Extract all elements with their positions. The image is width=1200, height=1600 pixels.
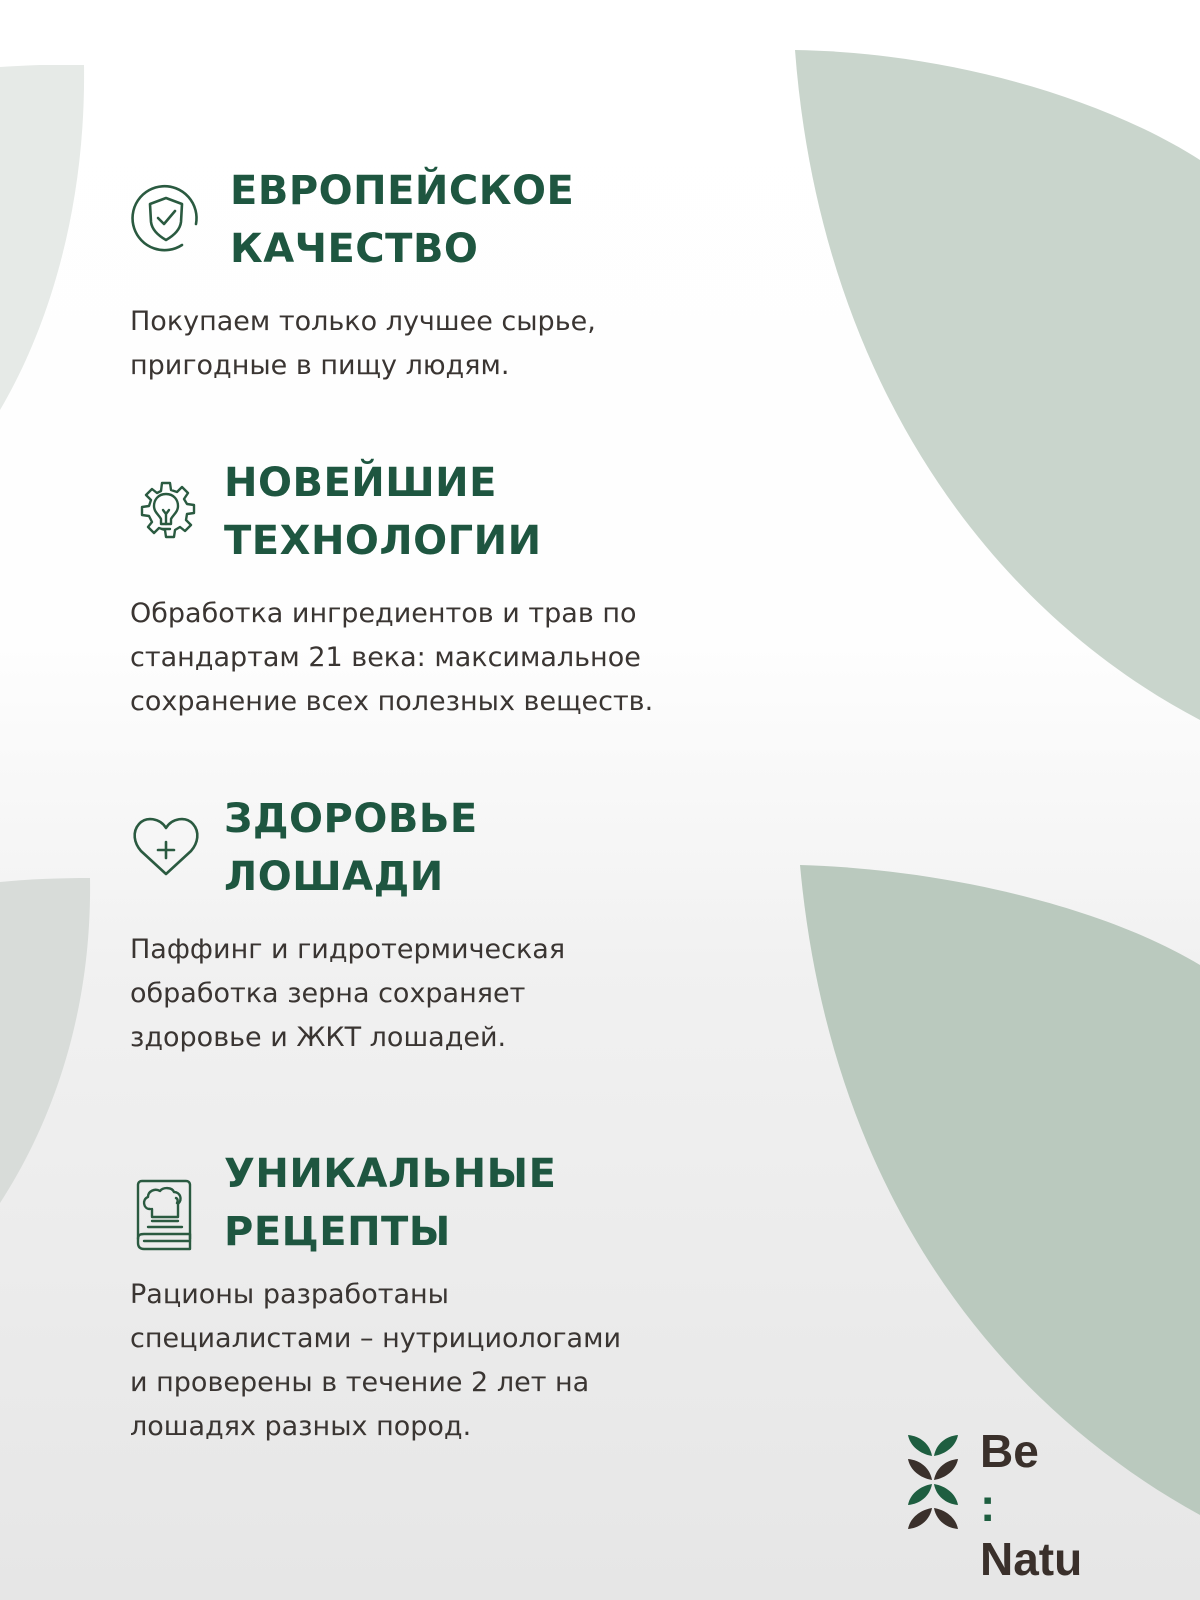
- feature-description: Рационы разработаны специалистами – нутрициологами и проверены в течение 2 лет на лошадях разных пород.: [130, 1279, 621, 1442]
- bg-leaf-top-left: [0, 65, 90, 415]
- heart-plus-icon: [130, 810, 202, 882]
- feature-heading: ЗДОРОВЬЕ ЛОШАДИ: [224, 796, 478, 900]
- leaf-sprout-icon: [908, 1432, 958, 1532]
- feature-heading: НОВЕЙШИЕ ТЕХНОЛОГИИ: [224, 460, 542, 564]
- feature-heading: ЕВРОПЕЙСКОЕ КАЧЕСТВО: [230, 168, 575, 272]
- feature-description: Покупаем только лучшее сырье, пригодные в пищу людям.: [130, 306, 596, 381]
- chef-hat-book-icon: [130, 1179, 194, 1251]
- feature-description: Паффинг и гидротермическая обработка зерна сохраняет здоровье и ЖКТ лошадей.: [130, 934, 566, 1053]
- brand-wordmark: Be : Natu: [980, 1425, 1083, 1585]
- feature-heading: УНИКАЛЬНЫЕ РЕЦЕПТЫ: [224, 1151, 557, 1255]
- gear-lightbulb-icon: [130, 474, 202, 546]
- bg-leaf-top-right: [790, 50, 1200, 730]
- feature-description: Обработка ингредиентов и трав по стандартам 21 века: максимальное сохранение всех полезных веществ.: [130, 598, 654, 717]
- shield-check-icon: [130, 182, 202, 254]
- bg-leaf-bottom-left: [0, 878, 95, 1208]
- brand-logo: [908, 1425, 1118, 1585]
